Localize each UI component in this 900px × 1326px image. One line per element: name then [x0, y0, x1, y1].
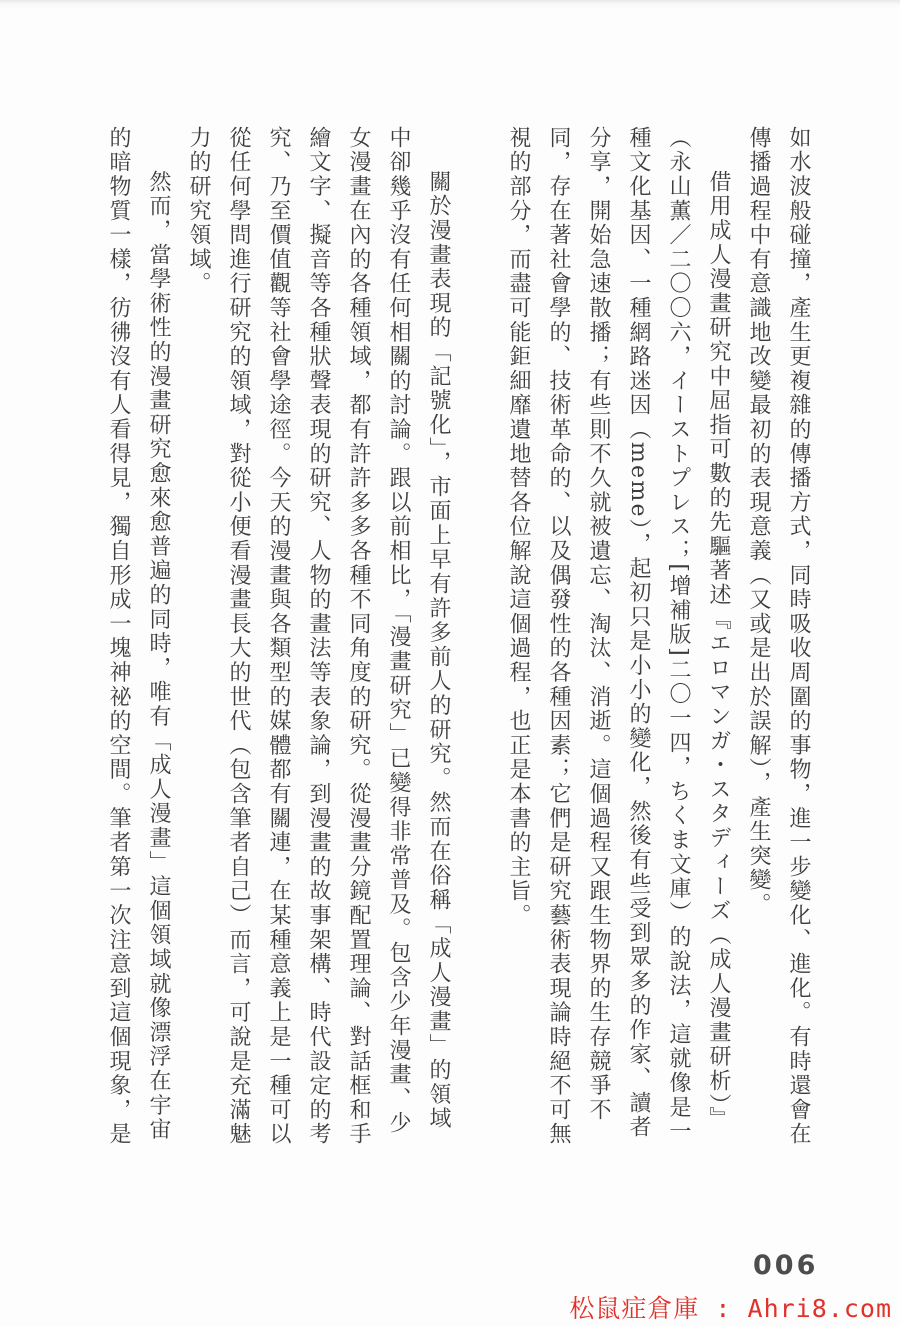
page-body-text — [88, 126, 818, 1150]
paragraph-dark-matter: 然而，當學術性的漫畫研究愈來愈普遍的同時，唯有「成人漫畫」這個領域就像漂浮在宇宙的暗物質一樣，彷彿沒有人看得見，獨自形成一塊神祕的空間。筆者第一次注意到這個現象，是 — [106, 126, 171, 1147]
page-number: 006 — [753, 1250, 819, 1281]
scan-artifact-top — [0, 0, 900, 9]
paragraph-continuation: 如水波般碰撞，產生更複雜的傳播方式，同時吸收周圍的事物，進一步變化、進化。有時還會在傳播過程中有意識地改變最初的表現意義（又或是出於誤解），產生突變。 — [746, 126, 811, 1147]
watermark-text: 松鼠症倉庫 : Ahri8.com — [569, 1294, 892, 1323]
paragraph-manga-research: 關於漫畫表現的「記號化」，市面上早有許多前人的研究。然而在俗稱「成人漫畫」的領域中卻幾乎沒有任何相關的討論。跟以前相比，「漫畫研究」已變得非常普及。包含少年漫畫、少女漫畫在內的各種領域，都有許許多多各種不同角度的研究。從漫畫分鏡配置理論、對話框和手繪文字、擬音等各種狀聲表現的研究、人物的畫法等表象論，到漫畫的故事架構、時代設定的考究、乃至價值觀等社會學途徑。今天的漫畫與各類型的媒體都有關連，在某種意義上是一種可以從任何學問進行研究的領域，對從小便看漫畫長大的世代（包含筆者自己）而言，可說是充滿魅力的研究領域。 — [186, 126, 451, 1147]
paragraph-meme-theory: 借用成人漫畫研究中屈指可數的先驅著述『エロマンガ・スタディーズ（成人漫畫研析）』（永山薫／二〇〇六，イーストプレス；[增補版]二〇一四，ちくま文庫）的說法，這就像是一種文化基因、一種網路迷因（meme），起初只是小小的變化，然後有些受到眾多的作家、讀者分享，開始急速散播；有些則不久就被遺忘、淘汰、消逝。這個過程又跟生物界的生存競爭不同，存在著社會學的、技術革命的、以及偶發性的各種因素；它們是研究藝術表現論時絕不可無視的部分，而盡可能鉅細靡遺地替各位解說這個過程，也正是本書的主旨。 — [506, 126, 731, 1147]
